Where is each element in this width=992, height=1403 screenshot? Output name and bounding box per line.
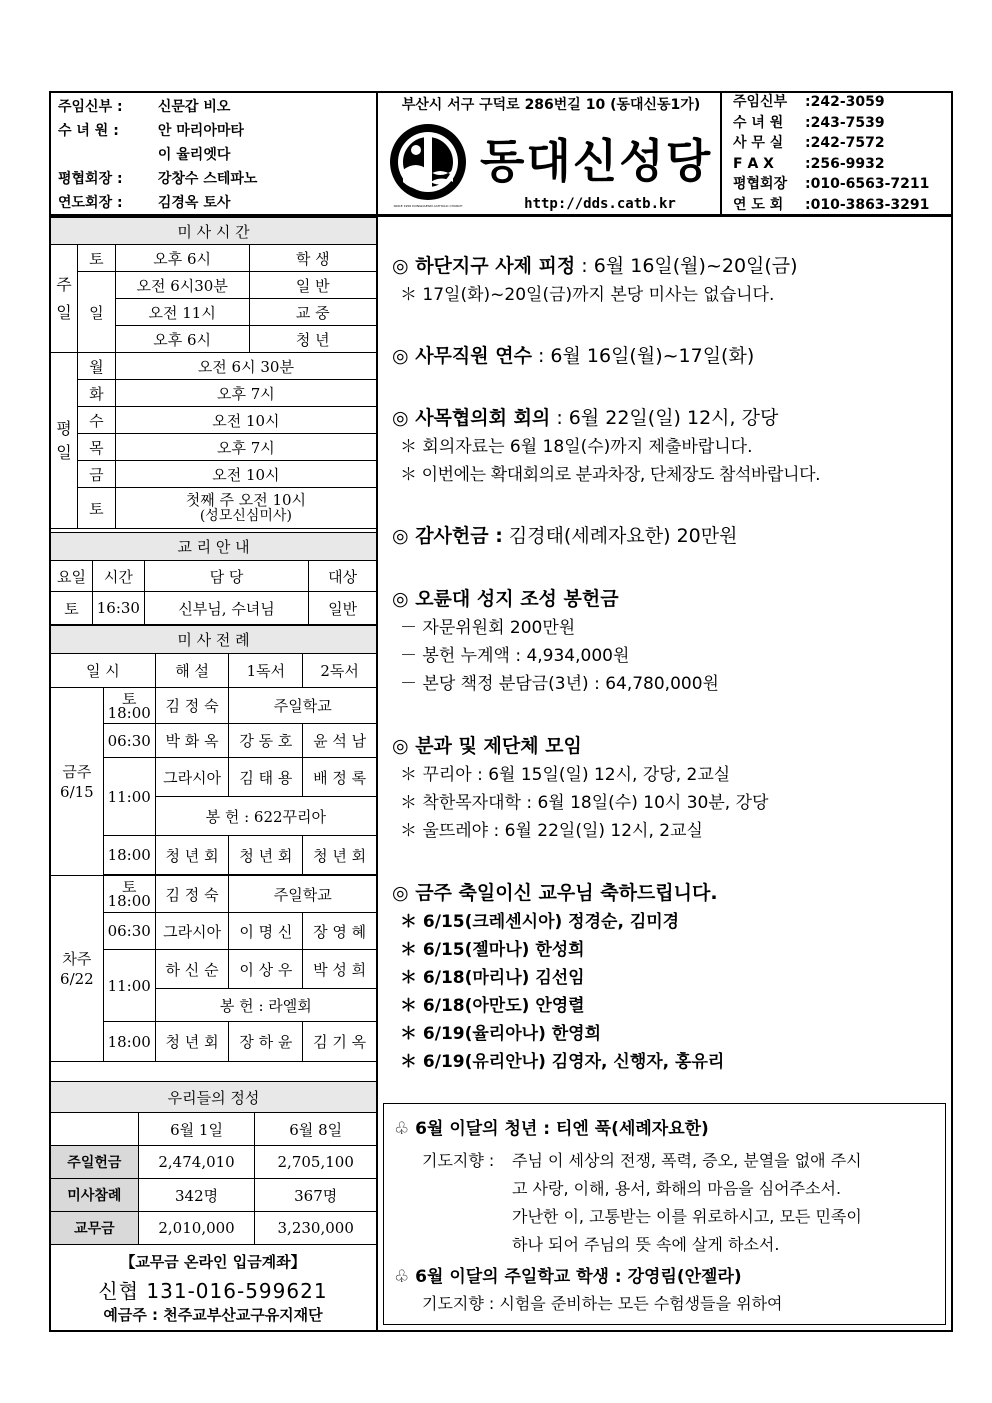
sat-target: 학 생: [249, 245, 376, 272]
time: 06:30: [103, 913, 155, 950]
youth-line: 가난한 이, 고통받는 이를 위로하시고, 모든 민족이: [512, 1207, 862, 1226]
sat-day: 토: [121, 689, 137, 708]
feast-item: ＊ 6/19(유리안나) 김영자, 신행자, 홍유리: [400, 1052, 725, 1072]
off-value: 342명: [138, 1179, 255, 1212]
contact-row: 수 녀 원 :243-7539: [733, 114, 885, 131]
notice-sub: － 봉헌 누계액 : 4,934,000원: [400, 646, 630, 666]
first-sat-time: 첫째 주 오전 10시: [185, 491, 307, 509]
mass-times-title: 미 사 시 간: [51, 218, 377, 245]
notice-sub: ＊ 이번에는 확대회의로 분과차장, 단체장도 참석바랍니다.: [400, 465, 821, 485]
clergy-row: 주임신부 : 신문갑 비오: [58, 99, 231, 115]
this-week-label: 금주: [62, 762, 92, 781]
readings: 주일학교: [229, 688, 377, 724]
off-value: 2,705,100: [255, 1146, 377, 1179]
time: 11:00: [103, 758, 155, 836]
reading-1: 김 태 용: [229, 758, 303, 797]
feast-item: ＊ 6/18(아만도) 안영렬: [400, 996, 585, 1016]
reading-2: 김 기 옥: [303, 1022, 377, 1062]
lit-header: 1독서: [229, 654, 303, 688]
notices: [392, 252, 948, 1076]
sun-target: 일 반: [249, 272, 376, 299]
off-header: 6월 8일: [255, 1113, 377, 1146]
mass-times-table: [50, 217, 377, 529]
lit-header: 해 설: [155, 654, 229, 688]
church-url[interactable]: http://dds.catb.kr: [524, 196, 676, 212]
cat-header: 대상: [309, 561, 377, 592]
reading-2: 배 정 록: [303, 758, 377, 797]
bank-title: 【교무금 온라인 입금계좌】: [120, 1253, 306, 1271]
lit-header: 2독서: [303, 654, 377, 688]
weekday-day: 화: [77, 380, 115, 407]
youth-line: 하나 되어 주님의 뜻 속에 살게 하소서.: [512, 1235, 780, 1254]
prayer-box: [383, 1103, 946, 1325]
sun-day: 일: [77, 272, 115, 353]
contact-info: [733, 92, 951, 216]
liturgy-table: [50, 625, 377, 1062]
sun-time: 오전 6시30분: [115, 272, 249, 299]
offerings-table: [50, 1081, 377, 1245]
off-label: 교무금: [51, 1212, 139, 1245]
off-header-blank: [51, 1113, 139, 1146]
weekday-day: 수: [77, 407, 115, 434]
weekday-time: 오전 10시: [115, 461, 376, 488]
clergy-row: 이 율리엣다: [157, 147, 231, 163]
reading-2: 청 년 회: [303, 836, 377, 875]
notice-council-meeting: ◎ 사목협의회 회의 : 6월 22일(일) 12시, 강당: [392, 407, 779, 429]
weekday-label: 평일: [51, 353, 78, 529]
sat-day: 토: [121, 878, 137, 896]
reading-1: 청 년 회: [229, 836, 303, 875]
bank-account: 신협 131-016-599621: [98, 1279, 328, 1303]
header-divider-2: [720, 91, 722, 216]
off-value: 2,010,000: [138, 1212, 255, 1245]
notice-thanks-offering: ◎ 감사헌금 : 김경태(세례자요한) 20만원: [392, 525, 738, 547]
first-sat-cell: [115, 488, 376, 529]
weekday-day: 금: [77, 461, 115, 488]
header-divider-1: [376, 91, 378, 216]
sunday-label: 주일: [51, 245, 78, 353]
sat-time: 18:00: [107, 892, 151, 910]
contact-row: F A X :256-9932: [733, 155, 885, 172]
student-line: 기도지향 : 시험을 준비하는 모든 수험생들을 위하여: [422, 1294, 783, 1313]
notice-sub: ＊ 꾸리아 : 6월 15일(일) 12시, 강당, 2교실: [400, 765, 731, 785]
reading-2: 윤 석 남: [303, 724, 377, 758]
commentary: 그라시아: [155, 913, 229, 950]
church-logo: [386, 120, 470, 204]
commentary: 김 정 숙: [155, 876, 229, 913]
this-week-cell: [51, 688, 104, 876]
clergy-info: [58, 95, 373, 215]
sun-time: 오후 6시: [115, 326, 249, 353]
contact-row: 평협회장 :010-6563-7211: [733, 176, 930, 193]
first-sat-note: (성모신심미사): [199, 508, 292, 524]
feast-item: ＊ 6/18(마리나) 김선임: [400, 968, 585, 988]
sat-time: 오후 6시: [115, 245, 249, 272]
off-value: 2,474,010: [138, 1146, 255, 1179]
time: 06:30: [103, 724, 155, 758]
reading-2: 박 성 희: [303, 950, 377, 989]
liturgy-title: 미 사 전 례: [51, 626, 377, 654]
cat-header: 담 당: [144, 561, 308, 592]
sun-target: 청 년: [249, 326, 376, 353]
cat-cell: 토: [51, 592, 93, 625]
clergy-row: 평협회장 : 강창수 스테파노: [58, 171, 258, 187]
next-week-date: 6/22: [60, 969, 94, 988]
commentary: 김 정 숙: [155, 688, 229, 724]
off-label: 주일헌금: [51, 1146, 139, 1179]
reading-1: 이 명 신: [229, 913, 303, 950]
feast-item: ＊ 6/15(크레센시아) 정경순, 김미경: [400, 912, 680, 932]
feast-item: ＊ 6/15(젤마나) 한성희: [400, 940, 585, 960]
church-address: 부산시 서구 구덕로 286번길 10 (동대신동1가): [401, 97, 701, 113]
time: 18:00: [103, 1022, 155, 1062]
lit-header: 일 시: [51, 654, 156, 688]
notice-sub: ＊ 회의자료는 6월 18일(수)까지 제출바랍니다.: [400, 437, 753, 457]
bank-holder: 예금주 : 천주교부산교구유지재단: [103, 1306, 323, 1324]
first-sat-day: 토: [77, 488, 115, 529]
feast-item: ＊ 6/19(율리아나) 한영희: [400, 1024, 602, 1044]
weekday-time: 오후 7시: [115, 380, 376, 407]
off-value: 367명: [255, 1179, 377, 1212]
notice-staff-training: ◎ 사무직원 연수 : 6월 16일(월)~17일(화): [392, 345, 755, 367]
notice-sub: － 본당 책정 분담금(3년) : 64,780,000원: [400, 674, 719, 694]
off-value: 3,230,000: [255, 1212, 377, 1245]
catechism-table: [50, 532, 377, 625]
commentary: 박 화 옥: [155, 724, 229, 758]
weekday-time: 오전 10시: [115, 407, 376, 434]
readings: 주일학교: [229, 876, 377, 913]
notice-feast-days: ◎ 금주 축일이신 교우님 축하드립니다.: [392, 882, 718, 904]
notice-meetings: ◎ 분과 및 제단체 모임: [392, 735, 582, 757]
clergy-row: 연도회장 : 김경옥 토사: [58, 195, 231, 211]
notice-sub: ＊ 울뜨레야 : 6월 22일(일) 12시, 2교실: [400, 821, 703, 841]
offerings-title: 우리들의 정성: [51, 1082, 377, 1113]
sun-target: 교 중: [249, 299, 376, 326]
sat-time: 18:00: [107, 703, 151, 722]
notice-sub: － 자문위원회 200만원: [400, 618, 576, 638]
sat-day: 토: [77, 245, 115, 272]
reading-1: 강 동 호: [229, 724, 303, 758]
time: 11:00: [103, 950, 155, 1022]
student-title: ♧ 6월 이달의 주일학교 학생 : 강영림(안젤라): [394, 1267, 742, 1287]
off-header: 6월 1일: [138, 1113, 255, 1146]
reading-2: 장 영 혜: [303, 913, 377, 950]
next-week-label: 차주: [62, 949, 92, 968]
catechism-title: 교 리 안 내: [51, 533, 377, 561]
notice-sub: ＊ 착한목자대학 : 6월 18일(수) 10시 30분, 강당: [400, 793, 769, 813]
sat-time-cell: [103, 876, 155, 913]
clergy-row: 수 녀 원 : 안 마리아마타: [58, 123, 244, 139]
notice-shrine-fund: ◎ 오륜대 성지 조성 봉헌금: [392, 588, 619, 610]
commentary: 그라시아: [155, 758, 229, 797]
church-name: 동대신성당: [480, 134, 713, 188]
notice-retreat: ◎ 하단지구 사제 피정 : 6월 16일(월)~20일(금): [392, 255, 798, 277]
reading-1: 이 상 우: [229, 950, 303, 989]
this-week-date: 6/15: [60, 782, 94, 801]
cat-cell: 신부님, 수녀님: [144, 592, 308, 625]
offering: 봉 헌 : 622꾸리아: [155, 797, 376, 836]
time: 18:00: [103, 836, 155, 875]
next-week-cell: [51, 876, 104, 1062]
weekday-day: 목: [77, 434, 115, 461]
youth-line: 주님 이 세상의 전쟁, 폭력, 증오, 분열을 없애 주시: [512, 1151, 862, 1170]
notice-sub: ＊ 17일(화)~20일(금)까지 본당 미사는 없습니다.: [400, 285, 775, 305]
youth-label: 기도지향 :: [422, 1151, 495, 1170]
contact-row: 주임신부 :242-3059: [733, 94, 885, 110]
youth-title: ♧ 6월 이달의 청년 : 티엔 푹(세례자요한): [394, 1119, 709, 1139]
contact-row: 사 무 실 :242-7572: [733, 135, 885, 152]
commentary: 하 신 순: [155, 950, 229, 989]
commentary: 청 년 회: [155, 836, 229, 875]
cat-cell: 일반: [309, 592, 377, 625]
cat-header: 요일: [51, 561, 93, 592]
youth-line: 고 사랑, 이해, 용서, 화해의 마음을 심어주소서.: [512, 1179, 842, 1198]
weekday-time: 오전 6시 30분: [115, 353, 376, 380]
weekday-day: 월: [77, 353, 115, 380]
cat-header: 시간: [92, 561, 144, 592]
weekday-time: 오후 7시: [115, 434, 376, 461]
reading-1: 장 하 윤: [229, 1022, 303, 1062]
commentary: 청 년 회: [155, 1022, 229, 1062]
contact-row: 연 도 회 :010-3863-3291: [733, 196, 930, 213]
logo-ring-text: SINCE 1956 DONGDAESIN CATHOLIC CHURCH: [393, 204, 463, 208]
offering: 봉 헌 : 라엘회: [155, 989, 376, 1022]
sat-time-cell: [103, 688, 155, 724]
off-label: 미사참례: [51, 1179, 139, 1212]
sun-time: 오전 11시: [115, 299, 249, 326]
cat-cell: 16:30: [92, 592, 144, 625]
